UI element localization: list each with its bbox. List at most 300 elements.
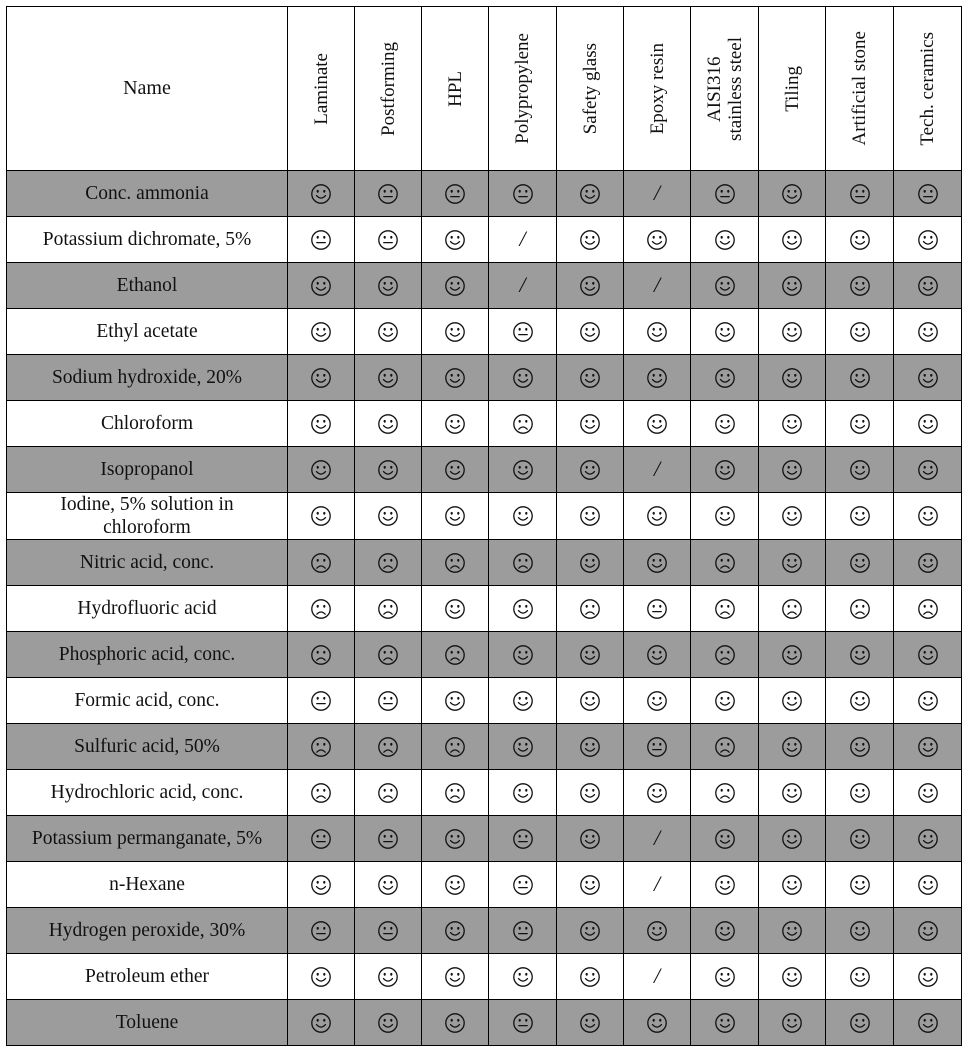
rating-cell (355, 586, 422, 632)
smiling-face-icon (781, 874, 803, 896)
rating-cell (826, 908, 894, 954)
rating-cell (422, 586, 489, 632)
smiling-face-icon (579, 275, 601, 297)
smiling-face-icon (849, 690, 871, 712)
rating-cell (422, 770, 489, 816)
table-row (7, 493, 962, 540)
smiling-face-icon (579, 229, 601, 251)
rating-cell (557, 309, 624, 355)
smiling-face-icon (377, 874, 399, 896)
table-row (7, 217, 962, 263)
neutral-face-icon (512, 321, 534, 343)
rating-cell (489, 401, 557, 447)
rating-cell (422, 724, 489, 770)
smiling-face-icon (310, 874, 332, 896)
rating-cell (288, 309, 355, 355)
rating-cell (355, 540, 422, 586)
smiling-face-icon (917, 459, 939, 481)
frowning-face-icon (714, 644, 736, 666)
material-column-label: HPL (444, 70, 466, 107)
rating-cell (355, 263, 422, 309)
smiling-face-icon (512, 505, 534, 527)
rating-cell (759, 632, 826, 678)
rating-cell (489, 816, 557, 862)
chemical-resistance-table (6, 6, 962, 1046)
rating-cell (489, 217, 557, 263)
frowning-face-icon (310, 644, 332, 666)
table-row (7, 908, 962, 954)
rating-cell (624, 1000, 691, 1046)
rating-cell (894, 447, 962, 493)
rating-cell (759, 309, 826, 355)
smiling-face-icon (579, 413, 601, 435)
smiling-face-icon (444, 321, 466, 343)
neutral-face-icon (512, 920, 534, 942)
smiling-face-icon (377, 505, 399, 527)
material-column-header (894, 7, 962, 171)
not-applicable-mark: / (653, 180, 661, 205)
rating-cell (288, 355, 355, 401)
smiling-face-icon (512, 782, 534, 804)
rating-cell (759, 493, 826, 540)
rating-cell (759, 1000, 826, 1046)
smiling-face-icon (310, 459, 332, 481)
rating-cell (759, 724, 826, 770)
not-applicable-mark: / (653, 963, 661, 988)
rating-cell (288, 217, 355, 263)
rating-cell (489, 263, 557, 309)
rating-cell (624, 954, 691, 1000)
frowning-face-icon (714, 598, 736, 620)
smiling-face-icon (512, 966, 534, 988)
smiling-face-icon (714, 321, 736, 343)
rating-cell (691, 816, 759, 862)
rating-cell (489, 770, 557, 816)
rating-cell (624, 263, 691, 309)
smiling-face-icon (579, 183, 601, 205)
rating-cell (557, 1000, 624, 1046)
rating-cell (557, 217, 624, 263)
smiling-face-icon (579, 966, 601, 988)
rating-cell (691, 217, 759, 263)
material-column-header (422, 7, 489, 171)
table-row (7, 309, 962, 355)
smiling-face-icon (849, 644, 871, 666)
material-column-label: Safety glass (579, 42, 601, 135)
material-column-header (557, 7, 624, 171)
smiling-face-icon (579, 1012, 601, 1034)
smiling-face-icon (781, 920, 803, 942)
neutral-face-icon (377, 690, 399, 712)
smiling-face-icon (646, 552, 668, 574)
neutral-face-icon (512, 874, 534, 896)
smiling-face-icon (512, 644, 534, 666)
rating-cell (624, 493, 691, 540)
smiling-face-icon (849, 275, 871, 297)
neutral-face-icon (377, 183, 399, 205)
rating-cell (422, 447, 489, 493)
chemical-name-cell: n-Hexane (7, 862, 288, 908)
rating-cell (894, 355, 962, 401)
smiling-face-icon (849, 413, 871, 435)
rating-cell (288, 770, 355, 816)
neutral-face-icon (377, 828, 399, 850)
material-column-label: Polypropylene (512, 33, 533, 144)
smiling-face-icon (849, 828, 871, 850)
smiling-face-icon (781, 367, 803, 389)
smiling-face-icon (310, 1012, 332, 1034)
rating-cell (288, 171, 355, 217)
smiling-face-icon (714, 229, 736, 251)
frowning-face-icon (781, 598, 803, 620)
rating-cell (288, 540, 355, 586)
rating-cell (489, 171, 557, 217)
rating-cell (826, 586, 894, 632)
smiling-face-icon (781, 229, 803, 251)
rating-cell (355, 954, 422, 1000)
table-row (7, 724, 962, 770)
header-row (7, 7, 962, 171)
smiling-face-icon (917, 782, 939, 804)
rating-cell (624, 678, 691, 724)
rating-cell (355, 447, 422, 493)
material-column-label: Tiling (781, 65, 803, 112)
rating-cell (355, 816, 422, 862)
rating-cell (826, 217, 894, 263)
smiling-face-icon (781, 505, 803, 527)
rating-cell (826, 540, 894, 586)
rating-cell (355, 1000, 422, 1046)
rating-cell (288, 724, 355, 770)
frowning-face-icon (714, 782, 736, 804)
frowning-face-icon (377, 598, 399, 620)
rating-cell (894, 1000, 962, 1046)
smiling-face-icon (849, 782, 871, 804)
rating-cell (557, 263, 624, 309)
chemical-name-cell: Hydrogen peroxide, 30% (7, 908, 288, 954)
rating-cell (691, 309, 759, 355)
rating-cell (826, 401, 894, 447)
smiling-face-icon (917, 413, 939, 435)
rating-cell (624, 908, 691, 954)
material-column-header (288, 7, 355, 171)
smiling-face-icon (646, 920, 668, 942)
rating-cell (826, 770, 894, 816)
rating-cell (355, 678, 422, 724)
smiling-face-icon (512, 367, 534, 389)
rating-cell (759, 954, 826, 1000)
rating-cell (422, 632, 489, 678)
frowning-face-icon (444, 736, 466, 758)
smiling-face-icon (917, 321, 939, 343)
rating-cell (557, 908, 624, 954)
rating-cell (691, 586, 759, 632)
smiling-face-icon (781, 966, 803, 988)
rating-cell (894, 632, 962, 678)
rating-cell (894, 217, 962, 263)
rating-cell (624, 586, 691, 632)
frowning-face-icon (512, 552, 534, 574)
neutral-face-icon (444, 183, 466, 205)
rating-cell (691, 401, 759, 447)
frowning-face-icon (377, 782, 399, 804)
rating-cell (355, 862, 422, 908)
rating-cell (894, 816, 962, 862)
material-column-label: Tech. ceramics (917, 31, 938, 146)
table-row (7, 770, 962, 816)
rating-cell (691, 263, 759, 309)
rating-cell (422, 401, 489, 447)
smiling-face-icon (781, 413, 803, 435)
smiling-face-icon (377, 966, 399, 988)
smiling-face-icon (781, 690, 803, 712)
rating-cell (355, 770, 422, 816)
table-row (7, 816, 962, 862)
neutral-face-icon (917, 183, 939, 205)
smiling-face-icon (579, 690, 601, 712)
neutral-face-icon (646, 598, 668, 620)
rating-cell (691, 540, 759, 586)
neutral-face-icon (512, 183, 534, 205)
smiling-face-icon (849, 736, 871, 758)
rating-cell (759, 540, 826, 586)
rating-cell (557, 493, 624, 540)
rating-cell (288, 908, 355, 954)
chemical-name-cell: Iodine, 5% solution in chloroform (7, 493, 288, 540)
table-row (7, 632, 962, 678)
smiling-face-icon (781, 552, 803, 574)
rating-cell (826, 862, 894, 908)
frowning-face-icon (377, 736, 399, 758)
rating-cell (489, 908, 557, 954)
material-column-label: Laminate (310, 52, 332, 125)
rating-cell (355, 908, 422, 954)
smiling-face-icon (646, 367, 668, 389)
rating-cell (557, 632, 624, 678)
smiling-face-icon (512, 598, 534, 620)
rating-cell (355, 493, 422, 540)
frowning-face-icon (579, 598, 601, 620)
rating-cell (759, 217, 826, 263)
rating-cell (288, 586, 355, 632)
neutral-face-icon (512, 1012, 534, 1034)
rating-cell (894, 309, 962, 355)
smiling-face-icon (917, 690, 939, 712)
rating-cell (288, 447, 355, 493)
smiling-face-icon (781, 275, 803, 297)
smiling-face-icon (310, 367, 332, 389)
material-column-label: Postforming (377, 41, 399, 136)
chemical-name-cell: Sulfuric acid, 50% (7, 724, 288, 770)
table-row (7, 1000, 962, 1046)
rating-cell (826, 816, 894, 862)
smiling-face-icon (579, 920, 601, 942)
rating-cell (826, 632, 894, 678)
material-column-label: AISI316 stainless steel (703, 36, 746, 141)
rating-cell (489, 632, 557, 678)
smiling-face-icon (714, 966, 736, 988)
smiling-face-icon (444, 828, 466, 850)
rating-cell (422, 171, 489, 217)
smiling-face-icon (917, 229, 939, 251)
smiling-face-icon (714, 459, 736, 481)
smiling-face-icon (646, 505, 668, 527)
smiling-face-icon (310, 413, 332, 435)
smiling-face-icon (444, 275, 466, 297)
rating-cell (288, 632, 355, 678)
chemical-name-cell: Chloroform (7, 401, 288, 447)
not-applicable-mark: / (519, 272, 526, 297)
smiling-face-icon (310, 321, 332, 343)
rating-cell (894, 724, 962, 770)
not-applicable-mark: / (653, 456, 661, 481)
smiling-face-icon (310, 183, 332, 205)
frowning-face-icon (310, 736, 332, 758)
rating-cell (624, 632, 691, 678)
rating-cell (894, 263, 962, 309)
rating-cell (826, 309, 894, 355)
rating-cell (489, 355, 557, 401)
smiling-face-icon (579, 367, 601, 389)
smiling-face-icon (849, 920, 871, 942)
smiling-face-icon (781, 459, 803, 481)
chemical-name-cell: Phosphoric acid, conc. (7, 632, 288, 678)
not-applicable-mark: / (653, 272, 661, 297)
material-column-header (489, 7, 557, 171)
not-applicable-mark: / (653, 871, 661, 896)
rating-cell (759, 355, 826, 401)
rating-cell (691, 632, 759, 678)
rating-cell (489, 540, 557, 586)
rating-cell (422, 263, 489, 309)
rating-cell (624, 816, 691, 862)
smiling-face-icon (444, 459, 466, 481)
chemical-name-cell: Ethyl acetate (7, 309, 288, 355)
rating-cell (894, 540, 962, 586)
rating-cell (557, 171, 624, 217)
rating-cell (691, 447, 759, 493)
frowning-face-icon (917, 598, 939, 620)
material-column-header (759, 7, 826, 171)
table-row (7, 586, 962, 632)
rating-cell (624, 401, 691, 447)
smiling-face-icon (781, 782, 803, 804)
rating-cell (894, 770, 962, 816)
smiling-face-icon (849, 367, 871, 389)
smiling-face-icon (579, 782, 601, 804)
smiling-face-icon (646, 644, 668, 666)
smiling-face-icon (646, 321, 668, 343)
rating-cell (288, 263, 355, 309)
smiling-face-icon (917, 275, 939, 297)
smiling-face-icon (714, 920, 736, 942)
smiling-face-icon (849, 229, 871, 251)
neutral-face-icon (849, 183, 871, 205)
rating-cell (557, 724, 624, 770)
rating-cell (759, 586, 826, 632)
smiling-face-icon (444, 966, 466, 988)
rating-cell (894, 954, 962, 1000)
smiling-face-icon (646, 782, 668, 804)
smiling-face-icon (646, 1012, 668, 1034)
frowning-face-icon (377, 644, 399, 666)
chemical-name-cell: Isopropanol (7, 447, 288, 493)
material-column-header (355, 7, 422, 171)
rating-cell (759, 908, 826, 954)
smiling-face-icon (849, 966, 871, 988)
neutral-face-icon (377, 920, 399, 942)
frowning-face-icon (849, 598, 871, 620)
table-row (7, 401, 962, 447)
rating-cell (691, 678, 759, 724)
rating-cell (624, 862, 691, 908)
rating-cell (759, 816, 826, 862)
smiling-face-icon (444, 598, 466, 620)
rating-cell (422, 540, 489, 586)
rating-cell (894, 171, 962, 217)
smiling-face-icon (714, 690, 736, 712)
neutral-face-icon (310, 920, 332, 942)
rating-cell (624, 770, 691, 816)
rating-cell (691, 1000, 759, 1046)
rating-cell (489, 954, 557, 1000)
smiling-face-icon (917, 552, 939, 574)
smiling-face-icon (917, 920, 939, 942)
smiling-face-icon (646, 229, 668, 251)
rating-cell (489, 862, 557, 908)
rating-cell (288, 678, 355, 724)
rating-cell (422, 954, 489, 1000)
rating-cell (894, 862, 962, 908)
frowning-face-icon (714, 736, 736, 758)
table-row (7, 954, 962, 1000)
smiling-face-icon (917, 828, 939, 850)
smiling-face-icon (444, 367, 466, 389)
rating-cell (759, 401, 826, 447)
smiling-face-icon (646, 690, 668, 712)
smiling-face-icon (579, 459, 601, 481)
not-applicable-mark: / (519, 226, 526, 251)
rating-cell (355, 355, 422, 401)
rating-cell (624, 724, 691, 770)
rating-cell (759, 447, 826, 493)
rating-cell (557, 447, 624, 493)
smiling-face-icon (377, 413, 399, 435)
rating-cell (557, 355, 624, 401)
rating-cell (557, 401, 624, 447)
rating-cell (355, 401, 422, 447)
rating-cell (489, 586, 557, 632)
rating-cell (759, 171, 826, 217)
smiling-face-icon (714, 275, 736, 297)
smiling-face-icon (579, 321, 601, 343)
smiling-face-icon (646, 413, 668, 435)
rating-cell (894, 678, 962, 724)
smiling-face-icon (714, 367, 736, 389)
frowning-face-icon (310, 598, 332, 620)
frowning-face-icon (444, 782, 466, 804)
chemical-name-cell: Ethanol (7, 263, 288, 309)
smiling-face-icon (579, 736, 601, 758)
table-row (7, 862, 962, 908)
smiling-face-icon (781, 1012, 803, 1034)
table-body (7, 171, 962, 1046)
rating-cell (691, 770, 759, 816)
rating-cell (355, 217, 422, 263)
material-column-label: Epoxy resin (646, 42, 668, 135)
smiling-face-icon (377, 1012, 399, 1034)
rating-cell (422, 493, 489, 540)
